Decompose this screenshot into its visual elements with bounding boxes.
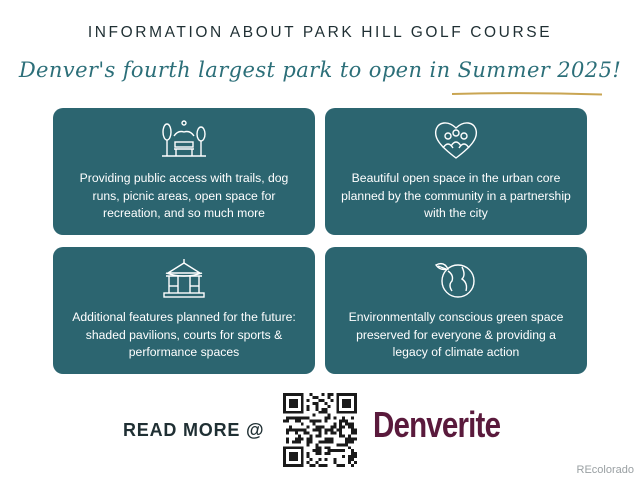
info-card-environment xyxy=(325,247,587,374)
pavilion-icon xyxy=(160,257,208,301)
qr-code[interactable] xyxy=(283,393,357,467)
read-more-label: READ MORE @ xyxy=(123,420,265,440)
community-heart-icon xyxy=(432,118,480,162)
page-subtitle: Denver's fourth largest park to open in Summer 2025! xyxy=(18,58,622,82)
card-text: Environmentally conscious green space preserved for everyone & providing a legacy of climate action xyxy=(348,310,564,359)
page-title: INFORMATION ABOUT PARK HILL GOLF COURSE xyxy=(87,24,553,41)
card-text: Additional features planned for the future: shaded pavilions, courts for sports & performance spaces xyxy=(72,310,296,359)
globe-leaf-icon xyxy=(432,257,480,301)
card-text: Providing public access with trails, dog runs, picnic areas, open space for recreation, and so much more xyxy=(79,171,289,220)
info-card-additional-features xyxy=(53,247,315,374)
info-card-open-space xyxy=(325,108,587,235)
denverite-logo[interactable]: Denverite xyxy=(373,404,501,445)
gold-underline xyxy=(452,92,602,96)
park-bench-icon xyxy=(160,118,208,162)
watermark: REcolorado xyxy=(576,464,634,476)
info-card-public-access xyxy=(53,108,315,235)
card-text: Beautiful open space in the urban core planned by the community in a partnership with the city xyxy=(341,171,571,220)
